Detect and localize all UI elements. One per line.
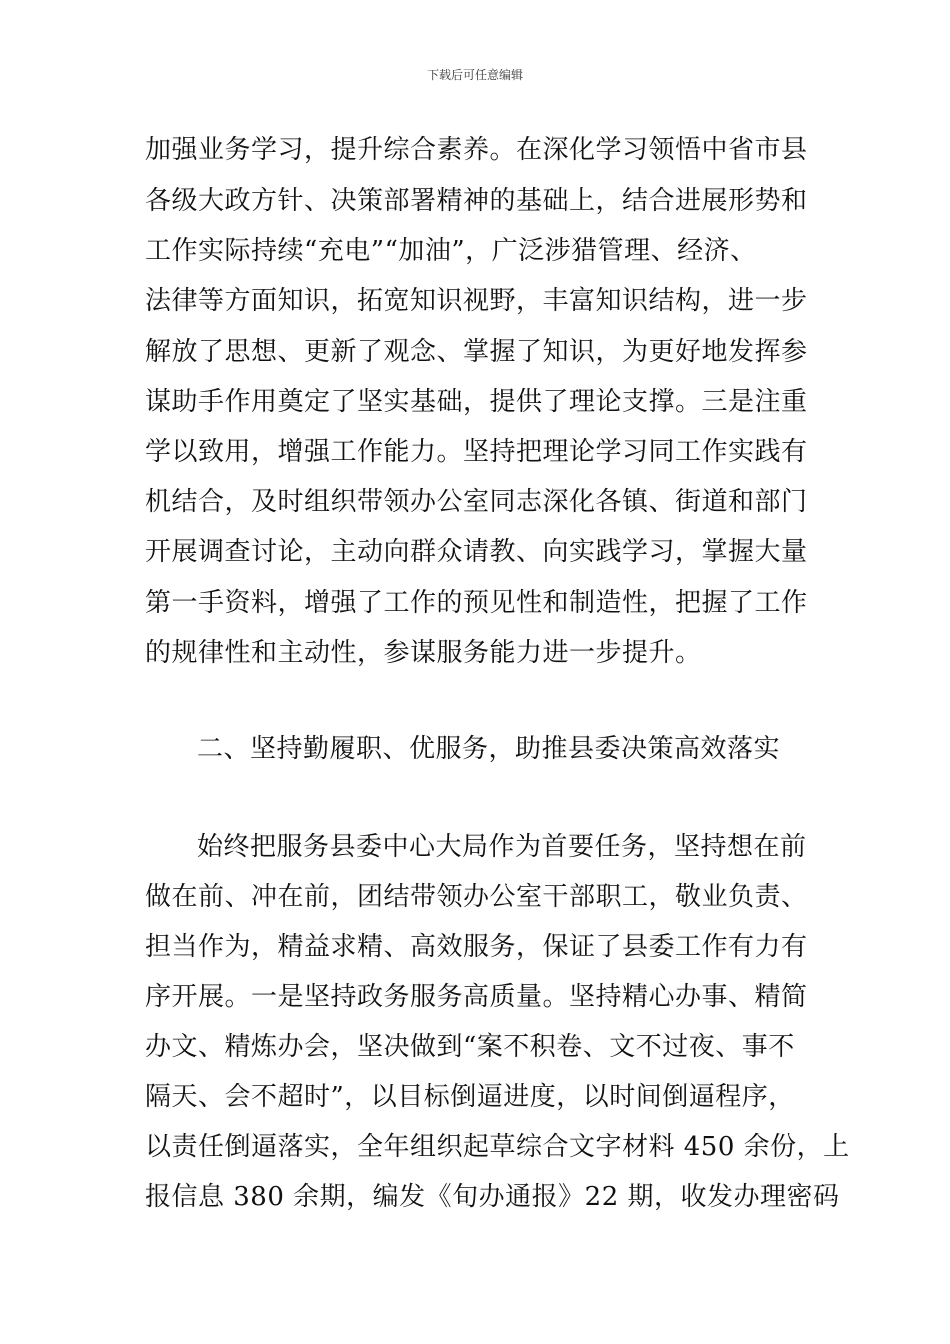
paragraph-line: 担当作为，精益求精、高效服务，保证了县委工作有力有 [145,932,808,962]
paragraph-line: 工作实际持续“充电”“加油”，广泛涉猎管理、经济、 [145,236,757,266]
paragraph-line: 第一手资料，增强了工作的预见性和制造性，把握了工作 [145,588,808,618]
header-note: 下载后可任意编辑 [426,68,523,82]
paragraph-line: 各级大政方针、决策部署精神的基础上，结合进展形势和 [145,186,808,216]
paragraph-line: 以责任倒逼落实，全年组织起草综合文字材料 450 余份，上 [145,1132,850,1162]
paragraph-line: 法律等方面知识，拓宽知识视野，丰富知识结构，进一步 [145,286,808,316]
paragraph-line: 做在前、冲在前，团结带领办公室干部职工，敬业负责、 [145,882,808,912]
paragraph-line: 谋助手作用奠定了坚实基础，提供了理论支撑。三是注重 [145,387,808,417]
paragraph-line: 解放了思想、更新了观念、掌握了知识，为更好地发挥参 [145,337,808,367]
section-heading: 二、坚持勤履职、优服务，助推县委决策高效落实 [197,734,781,764]
paragraph-line: 加强业务学习，提升综合素养。在深化学习领悟中省市县 [145,135,808,165]
paragraph-line: 的规律性和主动性，参谋服务能力进一步提升。 [145,638,702,668]
paragraph-line: 学以致用，增强工作能力。坚持把理论学习同工作实践有 [145,437,808,467]
paragraph-line: 办文、精炼办会，坚决做到“案不积卷、文不过夜、事不 [145,1032,795,1062]
paragraph-line: 报信息 380 余期，编发《旬办通报》22 期，收发办理密码 [145,1182,840,1212]
paragraph-line: 隔天、会不超时”，以目标倒逼进度，以时间倒逼程序， [145,1082,795,1112]
paragraph-line: 始终把服务县委中心大局作为首要任务，坚持想在前 [197,832,807,862]
paragraph-line: 开展调查讨论，主动向群众请教、向实践学习，掌握大量 [145,537,808,567]
paragraph-line: 序开展。一是坚持政务服务高质量。坚持精心办事、精简 [145,982,808,1012]
paragraph-line: 机结合，及时组织带领办公室同志深化各镇、街道和部门 [145,487,808,517]
